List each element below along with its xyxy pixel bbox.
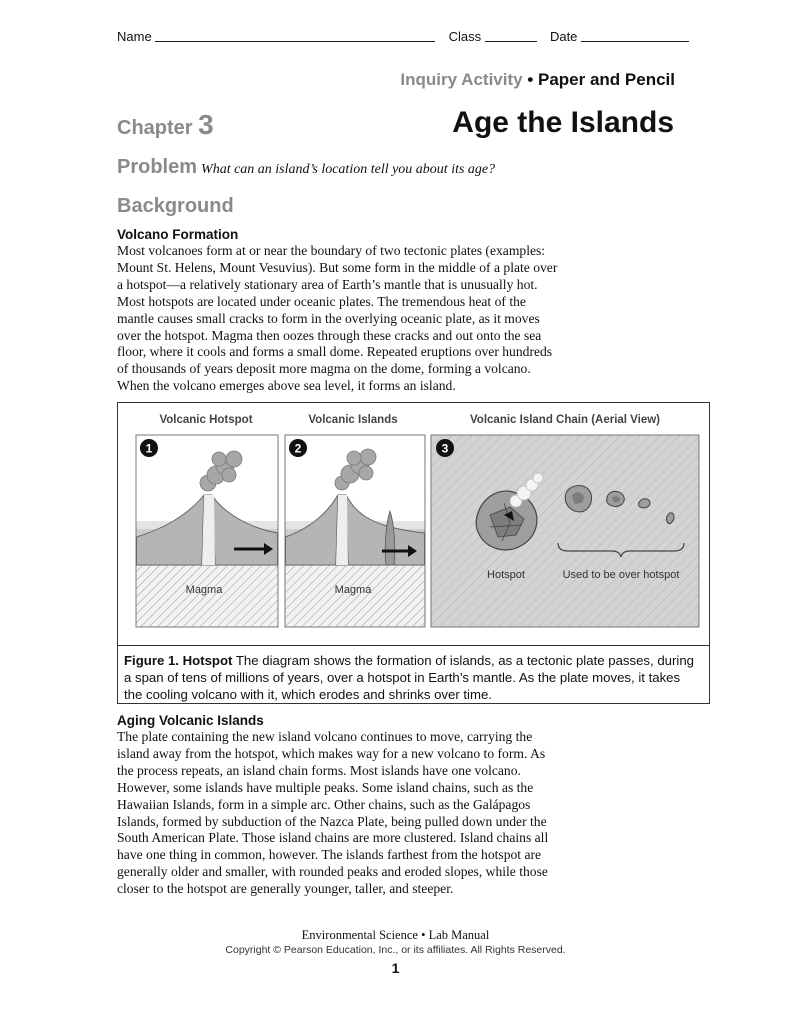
problem-label: Problem	[117, 156, 198, 178]
text-line: closer to the hotspot are generally younger, taller, and steeper.	[117, 881, 454, 897]
figure-caption-label: Figure 1. Hotspot	[124, 653, 233, 668]
panel2-volcanic-islands	[285, 435, 425, 627]
text-line: of thousands of years deposit more magma on the dome, forming a volcano.	[117, 361, 531, 377]
panel1-volcanic-hotspot	[136, 435, 278, 627]
volcano-formation-heading: Volcano Formation	[117, 227, 239, 242]
text-line: The plate containing the new island volcano continues to move, carrying the	[117, 729, 533, 744]
panel2-number: 2	[294, 441, 302, 456]
problem-section	[117, 156, 495, 179]
panel3-island-chain	[431, 435, 699, 627]
class-field[interactable]	[485, 29, 537, 42]
name-field[interactable]	[155, 29, 435, 42]
panel1-title: Volcanic Hotspot	[159, 414, 253, 426]
hotspot-label: Hotspot	[487, 569, 525, 581]
problem-question: What can an island’s location tell you about its age?	[201, 162, 496, 177]
chapter-word: Chapter	[117, 117, 193, 139]
text-line: Hawaiian Islands, form in a simple arc. Other chains, such as the Galápagos	[117, 796, 531, 812]
footer-book-title: Environmental Science • Lab Manual	[301, 928, 490, 942]
page-title: Age the Islands	[452, 106, 674, 139]
date-field[interactable]	[581, 29, 689, 42]
activity-label	[400, 70, 675, 90]
aging-islands-paragraph	[117, 729, 592, 898]
activity-type: Inquiry Activity	[400, 70, 523, 89]
text-line: Islands, formed by subduction of the Nazca Plate, being pulled down under the	[117, 813, 547, 829]
text-line: have one thing in common, however. The islands farthest from the hotspot are	[117, 847, 542, 863]
aging-islands-heading: Aging Volcanic Islands	[117, 713, 264, 728]
text-line: the process repeats, an island chain forms. Most islands have one volcano.	[117, 762, 521, 778]
panel2-title: Volcanic Islands	[308, 414, 398, 426]
text-line: a hotspot—a relatively stationary area of Earth’s mantle that is unusually hot.	[117, 276, 538, 292]
text-line: floor, where it cools and forms a small dome. Repeated eruptions over hundreds	[117, 344, 553, 360]
text-line: generally older and smaller, with rounded peaks and eroded slopes, while those	[117, 864, 548, 880]
panel1-magma-label: Magma	[185, 584, 223, 596]
text-line: over the hotspot. Magma then oozes through these cracks and out onto the sea	[117, 327, 542, 343]
text-line: However, some islands have multiple peaks. Some island chains, such as the	[117, 779, 534, 795]
text-line: island away from the hotspot, which makes way for a new volcano to form. As	[117, 745, 546, 761]
student-info-line	[117, 29, 677, 44]
text-line: When the volcano emerges above sea level, it forms an island.	[117, 378, 456, 394]
volcano-formation-paragraph	[117, 243, 592, 395]
figure-caption-text: The diagram shows the formation of islands, as a tectonic plate passes, during a span of tens of millions of years, over a hotspot in Earth’s mantle. As the plate moves, it takes the cooling volcano with it, which erodes and shrinks over time.	[124, 653, 695, 702]
chapter-number: 3	[198, 109, 214, 140]
figure-caption	[117, 645, 710, 704]
text-line: Most volcanoes form at or near the boundary of two tectonic plates (examples:	[117, 243, 546, 258]
hotspot-diagram	[118, 403, 709, 645]
page-number: 1	[391, 960, 400, 976]
date-label: Date	[549, 29, 578, 44]
text-line: mantle causes small cracks to form in the overlying oceanic plate, as it moves	[117, 310, 540, 326]
name-label: Name	[117, 29, 152, 44]
chapter-label	[117, 109, 214, 141]
panel1-number: 1	[145, 441, 153, 456]
activity-separator: •	[522, 70, 538, 89]
background-heading: Background	[117, 195, 234, 217]
text-line: Most hotspots are located under oceanic plates. The tremendous heat of the	[117, 293, 526, 309]
footer-copyright: Copyright © Pearson Education, Inc., or its affiliates. All Rights Reserved.	[225, 944, 566, 956]
class-label: Class	[448, 29, 482, 44]
text-line: Mount St. Helens, Mount Vesuvius). But some form in the middle of a plate over	[117, 259, 558, 275]
panel3-number: 3	[441, 441, 449, 456]
panel2-magma-label: Magma	[334, 584, 372, 596]
used-to-be-over-hotspot-label: Used to be over hotspot	[562, 569, 680, 581]
text-line: South American Plate. Those island chains are more clustered. Island chains all	[117, 830, 549, 846]
activity-mode: Paper and Pencil	[538, 70, 675, 89]
panel3-title: Volcanic Island Chain (Aerial View)	[469, 414, 661, 426]
